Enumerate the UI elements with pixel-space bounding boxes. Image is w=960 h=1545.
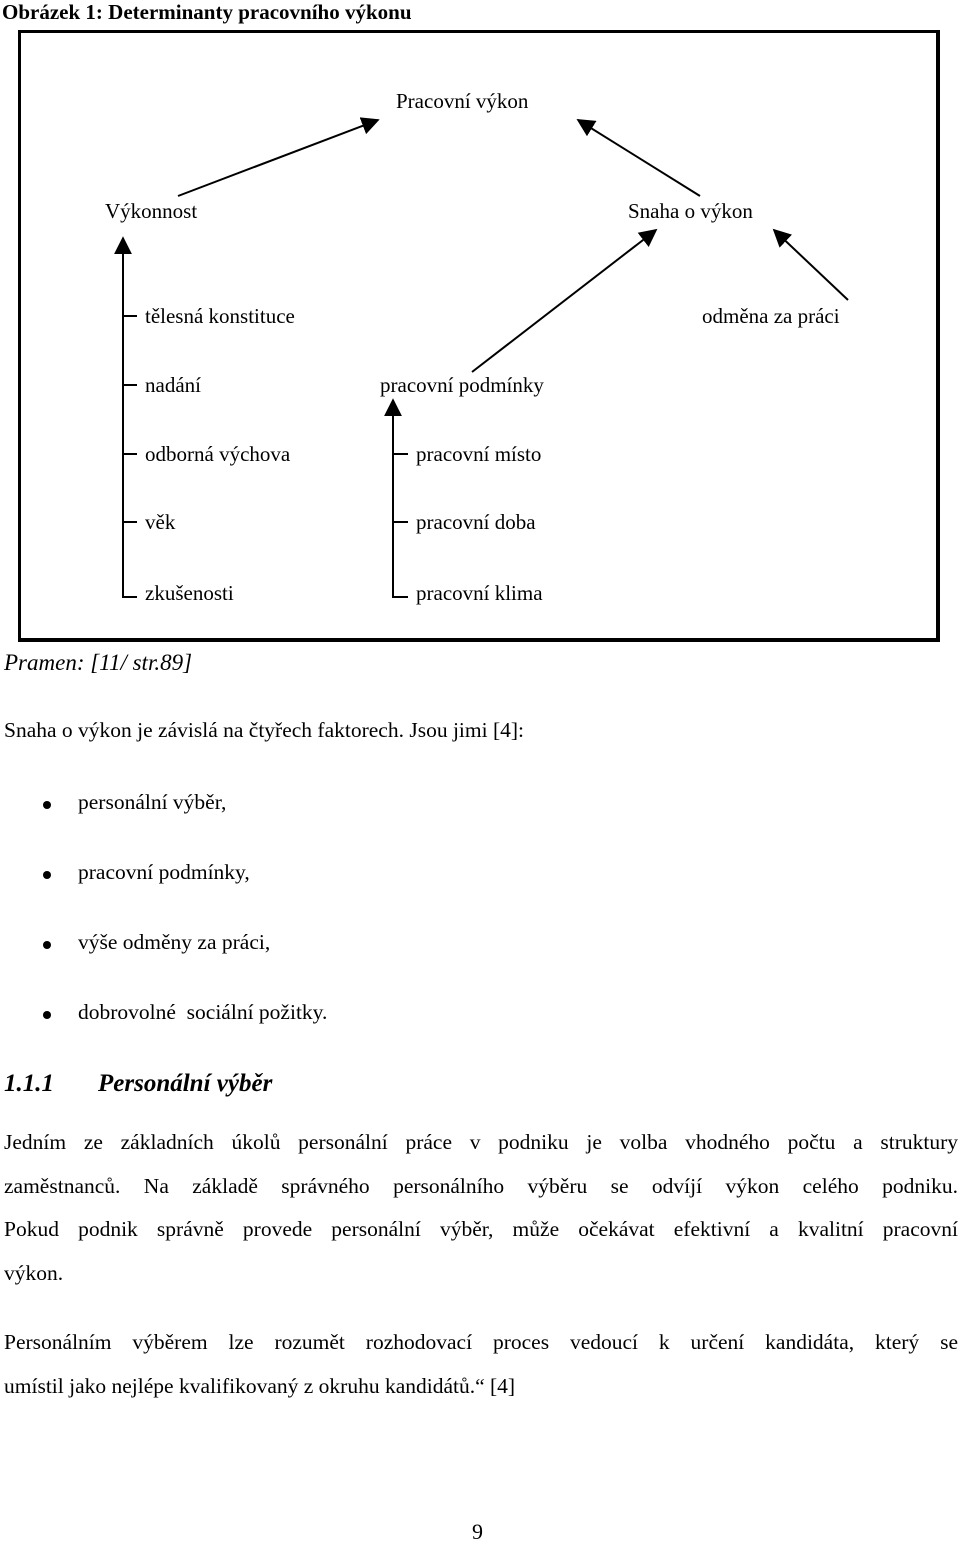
list-item-text: výše odměny za práci,: [78, 930, 271, 954]
condition-item: pracovní místo: [416, 442, 542, 466]
left-item: odborná výchova: [145, 442, 291, 466]
bullet-icon: [43, 871, 51, 879]
paragraph-line: Jedním ze základních úkolů personální práce v podniku je volba vhodného počtu a struktury: [4, 1130, 958, 1154]
list-item-text: dobrovolné sociální požitky.: [78, 1000, 328, 1024]
paragraph-line: výkon.: [4, 1261, 64, 1285]
condition-item: pracovní klima: [416, 581, 543, 605]
node-right: Snaha o výkon: [628, 199, 753, 223]
section-heading: [4, 1070, 272, 1098]
node-root: Pracovní výkon: [396, 89, 529, 113]
paragraph-line: Pokud podnik správně provede personální výběr, může očekávat efektivní a kvalitní pracovní: [4, 1217, 958, 1241]
bullet-icon: [43, 941, 51, 949]
arrow-left-to-root: [178, 120, 378, 196]
figure-caption: Obrázek 1: Determinanty pracovního výkonu: [2, 0, 412, 24]
node-left: Výkonnost: [105, 199, 198, 223]
section-title: Personální výběr: [98, 1070, 273, 1097]
determinants-diagram: [0, 0, 960, 650]
paragraph-line: Personálním výběrem lze rozumět rozhodovací proces vedoucí k určení kandidáta, který se: [4, 1330, 958, 1354]
arrow-reward-to-right: [774, 230, 848, 300]
left-item: zkušenosti: [145, 581, 234, 605]
list-item-text: pracovní podmínky,: [78, 860, 250, 884]
left-item: věk: [145, 510, 176, 534]
node-conditions: pracovní podmínky: [380, 373, 544, 397]
figure-source: Pramen: [11/ str.89]: [4, 650, 193, 675]
page-number: 9: [472, 1519, 483, 1544]
node-reward: odměna za práci: [702, 304, 840, 328]
list-item-text: personální výběr,: [78, 790, 227, 814]
bullet-icon: [43, 801, 51, 809]
condition-item: pracovní doba: [416, 510, 536, 534]
left-item: tělesná konstituce: [145, 304, 295, 328]
paragraph-line: zaměstnanců. Na základě správného personálního výběru se odvíjí výkon celého podniku.: [4, 1174, 958, 1198]
left-item: nadání: [145, 373, 201, 397]
bullet-icon: [43, 1011, 51, 1019]
section-number: 1.1.1: [4, 1070, 54, 1097]
arrow-conditions-to-right: [472, 230, 656, 372]
intro-paragraph: Snaha o výkon je závislá na čtyřech faktorech. Jsou jimi [4]:: [4, 718, 525, 742]
paragraph-line: umístil jako nejlépe kvalifikovaný z okruhu kandidátů.“ [4]: [4, 1374, 516, 1398]
arrow-right-to-root: [578, 120, 700, 196]
